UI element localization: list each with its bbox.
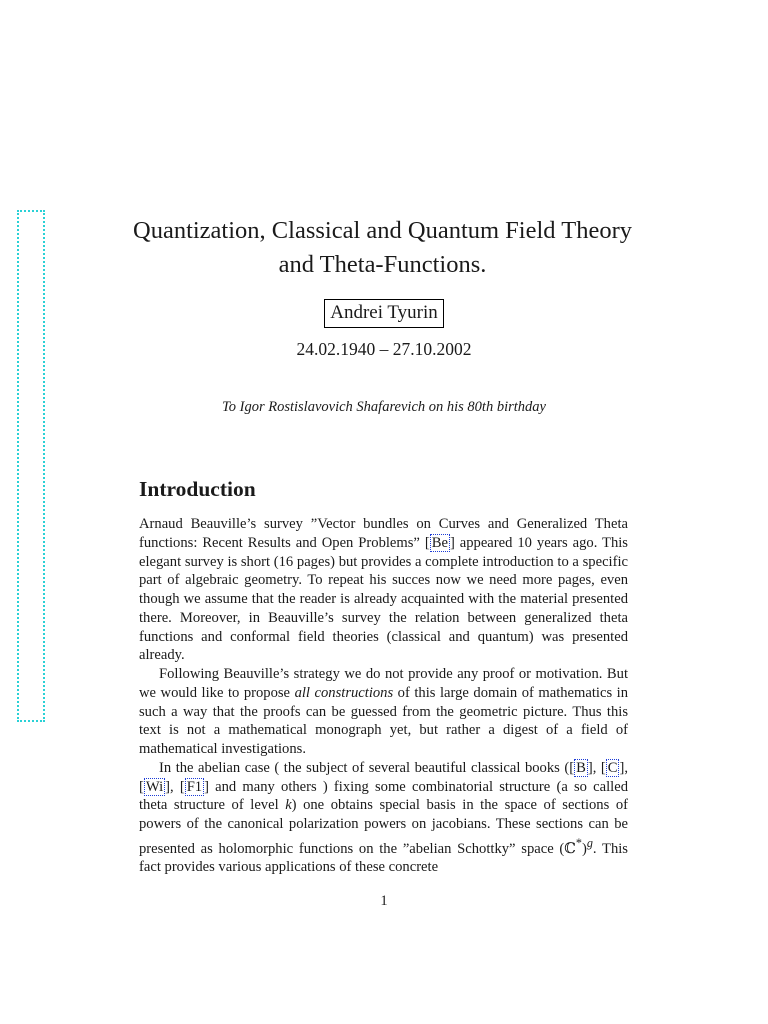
author-dates: 24.02.1940 – 27.10.2002 — [296, 339, 472, 359]
text-segment: ) — [581, 840, 587, 857]
text-segment: ], [ — [587, 759, 606, 776]
math-variable: k — [285, 797, 292, 814]
text-segment: . This fact provides various applications of these concrete — [139, 840, 628, 876]
paper-title: Quantization, Classical and Quantum Field Theory and Theta-Functions. — [133, 217, 632, 278]
arxiv-stamp-box — [17, 210, 45, 722]
citation-link[interactable]: B — [576, 759, 586, 776]
math-superscript: * — [575, 835, 582, 850]
text-segment: ] appeared 10 years ago. This elegant survey is short (16 pages) but provides a complete introduction to a specific part of algebraic geometry. To repeat his succes now we need more pages, even though we assume that the reader is already acquainted with the material presented there. Moreover, in Beauville’s survey the relation between generalized theta functions and conformal field theories (classical and quantum) was presented already. — [139, 534, 628, 664]
dedication: To Igor Rostislavovich Shafarevich on his 80th birthday — [222, 399, 546, 415]
citation-link[interactable]: C — [607, 759, 618, 776]
section-heading: Introduction — [139, 477, 256, 501]
math-superscript: g — [586, 835, 593, 850]
page-number: 1 — [380, 893, 388, 909]
author-name: Andrei Tyurin — [324, 299, 444, 328]
body-text — [139, 515, 628, 877]
text-segment: ] and many others ) fixing some combinatorial structure (a so called theta structure of level — [139, 778, 628, 814]
citation-link[interactable]: F1 — [186, 778, 203, 795]
emphasis: all constructions — [294, 684, 394, 701]
author-block — [0, 299, 768, 328]
citation-link[interactable]: Wi — [145, 778, 164, 795]
text-segment: Following Beauville’s strategy we do not provide any proof or motivation. But we would like to propose — [139, 666, 628, 701]
citation-link[interactable]: Be — [431, 534, 448, 551]
paragraph-1 — [139, 515, 628, 665]
text-segment: Arnaud Beauville’s survey ”Vector bundles on Curves and Generalized Theta functions: Recent Results and Open Problems” [ — [139, 516, 628, 551]
text-segment: ], [ — [139, 759, 628, 795]
text-segment: ) one obtains special basis in the space of sections of powers of the canonical polarization powers on jacobians. These sections can be presented as holomorphic functions on the ”abelian Schottky” space (ℂ — [139, 797, 628, 857]
paragraph-2 — [139, 665, 628, 759]
text-segment: ], [ — [165, 778, 185, 795]
text-segment: In the abelian case ( the subject of several beautiful classical books ([ — [159, 759, 575, 776]
text-segment: of this large domain of mathematics in such a way that the proofs can be guessed from the geometric picture. Thus this text is not a mathematical monograph yet, but rather a digest of a field of mathematical investigations. — [139, 684, 629, 757]
paragraph-3 — [139, 759, 628, 877]
